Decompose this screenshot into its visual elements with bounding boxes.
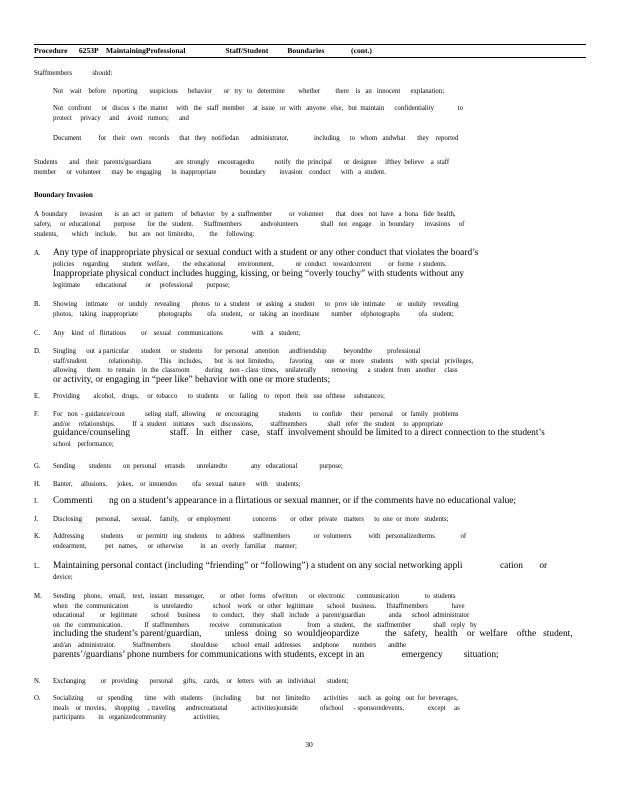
bullet-line: Document for their own records that they notifiedan administrator, including to whom andwhat they reported: [53, 135, 459, 142]
page-header: Procedure 6253P MaintainingProfessional Staff/Student Boundaries (cont.): [34, 44, 586, 58]
list-item-line: meals or movies, shopping , traveling andrecreational activities)outside ofschool - sponsoredevents, except as: [53, 704, 460, 712]
list-item-line: educational or legitimate school business to conduct, they shall include a parent/guardian anda school administrator: [53, 612, 470, 619]
page-number: 30: [305, 740, 313, 749]
list-item-line: policies regarding student welfare, the educational environment, or conduct towardcurrent or forme r students.: [53, 261, 447, 268]
list-marker-g: G.: [34, 463, 41, 470]
list-item-line: Socializing or spending time with students (including but not limitedto activities such as going out for beverages,: [53, 695, 458, 702]
paragraph-line: A boundary invasion is an act or pattern of behavior by a staffmember or volunteer that does not have a bona fide health,: [34, 211, 456, 218]
list-item-line: staff/student relationship. This includes, but is not limitedto, favoring one or more students with special privileges,: [53, 357, 474, 365]
list-item-line: Any type of inappropriate physical or sexual conduct with a student or any other conduct that violates the board’s: [53, 248, 479, 258]
list-item-line: Banter, allusions, jokes, or innuendos ofa sexual nature with students;: [53, 481, 301, 488]
list-marker-l: L.: [34, 563, 40, 570]
list-marker-j: J.: [34, 516, 39, 523]
list-item-line: Disclosing personal, sexual, family, or employment concerns or other private matters to one or more students;: [53, 516, 449, 523]
list-item-line: Providing alcohol, drugs, or tobacco to students or failing to report their use ofthese substances;: [53, 393, 385, 400]
list-marker-k: K.: [34, 533, 41, 540]
list-item-line: on the communication. If staffmembers receive communication from a student, the staffmember shall reply by: [53, 621, 477, 629]
list-marker-b: B.: [34, 301, 41, 308]
list-marker-e: E.: [34, 393, 40, 400]
boundary-invasion-heading: Boundary Invasion: [34, 191, 93, 199]
list-marker-i: I.: [34, 498, 38, 505]
list-item-line: or activity, or engaging in “peer like” behavior with one or more students;: [53, 374, 331, 385]
list-item-line: legitimate educational or professional purpose;: [53, 281, 230, 289]
staff-intro: Staffmembers should:: [34, 70, 113, 77]
list-item-line: including the student’s parent/guardian, unless doing so wouldjeopardize the safety, health or welfare ofthe student,: [53, 629, 573, 639]
list-marker-c: C.: [34, 330, 41, 337]
list-item-line: and/or relationships. If a student initiates such discussions, staffmembers shall refer the student to appropriate: [53, 420, 443, 428]
list-item-line: Sending phone, email, text, instant messenger, or other forms ofwritten or electronic communication to students: [53, 593, 456, 600]
list-item-line: Commenti ng on a student’s appearance in a flirtatious or sexual manner, or if the comments have no educational value;: [53, 496, 517, 506]
list-marker-m: M.: [34, 593, 42, 600]
list-item-line: Addressing students or permittr ing students to address staffmembers or volunteers with personalizedterms of: [53, 533, 467, 540]
list-item-line: parents’/guardians’ phone numbers for communications with students, except in an emergency situation;: [53, 649, 499, 660]
paragraph-line: safety, or educational purpose for the student. Staffmembers andvolunteers shall not engage in boundary invasions of: [34, 221, 465, 228]
bullet-line: protect privacy and avoid rumors; and: [53, 115, 189, 122]
list-item-line: Maintaining personal contact (including “friending” or “following”) a student on any social networking appli cation or: [53, 561, 548, 571]
list-marker-n: N.: [34, 678, 41, 685]
paragraph-line: member or volunteer may be engaging in inappropriate boundary invasion conduct with a student.: [34, 169, 386, 176]
list-item-line: Exchanging or providing personal gifts, cards, or letters with an individual student;: [53, 678, 349, 685]
list-item-line: guidance/counseling staff. In either case, staff involvement should be limited to a direct connection to the student’s: [53, 428, 545, 438]
paragraph-line: students, which include, but are not limitedto, the following:: [34, 231, 255, 238]
bullet-line: Not confront or discus s the matter with the staff member at issue or with anyone else, but maintain confidentiality to: [53, 105, 464, 112]
list-item-line: when the communication is unrelatedto school work or other legitimate school business. Ifstaffmembers have: [53, 602, 465, 610]
list-item-line: school performance;: [53, 441, 114, 448]
list-item-line: Showing intimate or unduly revealing photos to a student or asking a student to prov ide intimate or unduly revealing: [53, 301, 459, 308]
list-item-line: Sending students on personal errands unrelatedto any educational purpose;: [53, 463, 343, 470]
list-item-line: participants in organizedcommunity activities;: [53, 714, 220, 721]
list-item-line: photos, taking inappropriate photographs ofa student, or taking an inordinate number ofphotographs ofa student;: [53, 310, 454, 318]
list-marker-a: A.: [34, 250, 41, 257]
paragraph-line: Students and their parents/guardians are strongly encouragedto notify the principal or designee ifthey believe a staff: [34, 159, 450, 166]
list-item-line: For non - guidance/coun seling staff, allowing or encouraging students to confide their personal or family problems: [53, 411, 459, 418]
list-item-line: Singling out a particular student or students for personal attention andfriendship beyondthe professional: [53, 348, 421, 355]
list-marker-d: D.: [34, 348, 41, 355]
list-marker-o: O.: [34, 695, 41, 702]
list-marker-h: H.: [34, 481, 41, 488]
list-marker-f: F.: [34, 411, 39, 418]
list-item-line: and/an administrator. Staffmembers shoulduse school email addresses andphone numbers andthe: [53, 642, 407, 649]
list-item-line: Inappropriate physical conduct includes hugging, kissing, or being “overly touchy” with students without any: [53, 268, 465, 279]
list-item-line: device;: [53, 574, 73, 581]
list-item-line: allowing them to remain in the classroom during non - class times, unilaterally removing a student from another class: [53, 367, 458, 374]
list-item-line: Any kind of flirtatious or sexual communications with a student;: [53, 330, 301, 337]
list-item-line: endearment, pet names, or otherwise in an overly familiar manner;: [53, 542, 297, 550]
bullet-line: Not wait before reporting suspicious behavior or try to determine whether there is an innocent explanation;: [53, 88, 445, 95]
